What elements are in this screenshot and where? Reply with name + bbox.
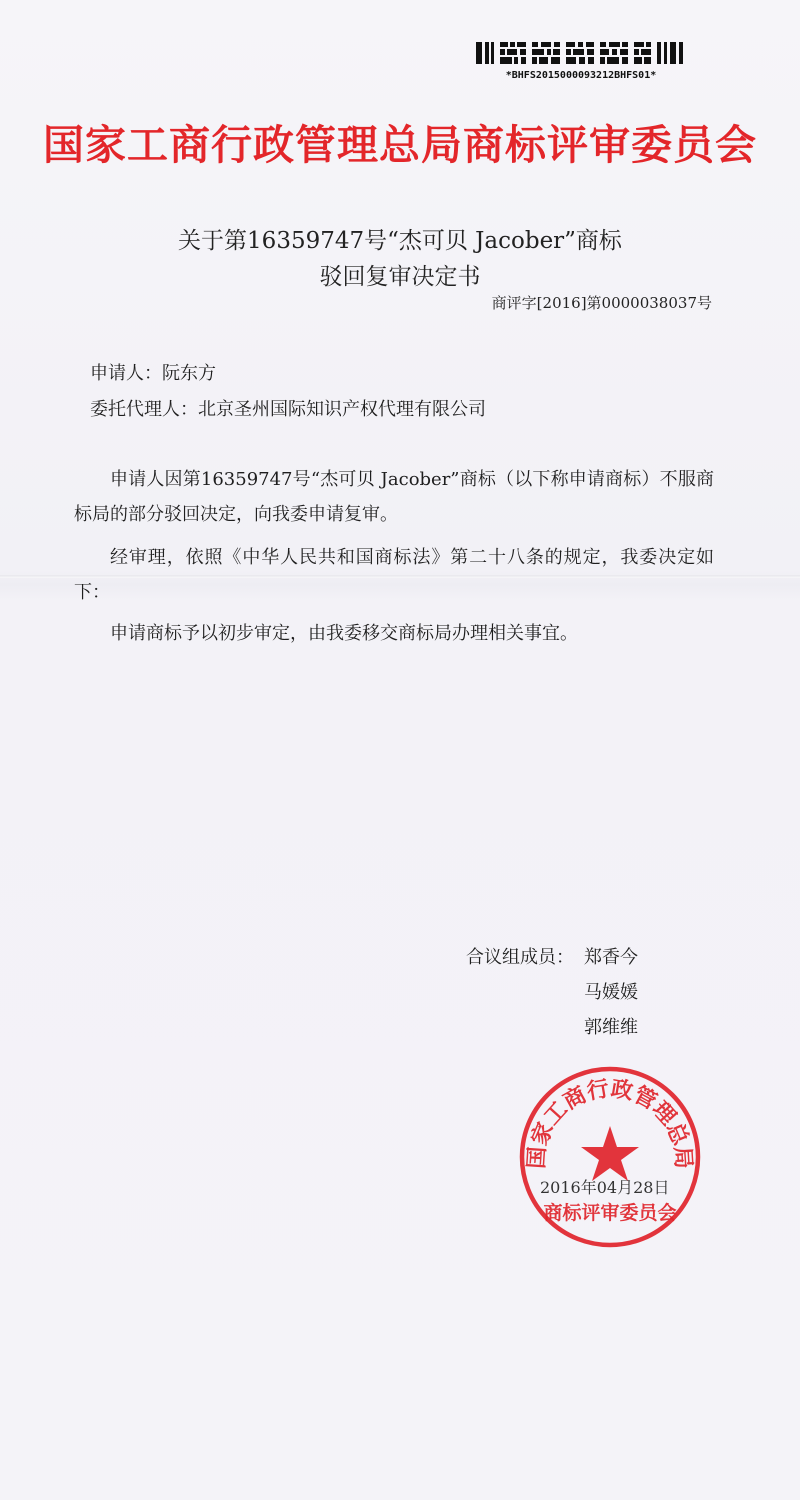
applicant-line [90, 359, 216, 385]
agent-name: 北京圣州国际知识产权代理有限公司 [198, 399, 486, 420]
agent-label: 委托代理人： [90, 399, 198, 420]
seal-star-icon [581, 1126, 639, 1181]
document-title-line-2: 驳回复审决定书 [319, 264, 481, 290]
panel-members-block [466, 940, 638, 1045]
panel-member: 马媛媛 [584, 982, 638, 1003]
seal-arc-text: 国家工商行政管理总局 [524, 1076, 696, 1170]
panel-member: 郭维维 [584, 1017, 638, 1038]
applicant-label: 申请人： [90, 363, 162, 384]
official-seal [517, 1064, 703, 1250]
organization-header: 国家工商行政管理总局商标评审委员会 [43, 121, 757, 169]
barcode-number: *BHFS2015000093212BHFS01* [505, 70, 657, 81]
body-paragraph-2: 经审理，依照《中华人民共和国商标法》第二十八条的规定，我委决定如下： [74, 547, 714, 603]
document-title-line-1: 关于第16359747号“杰可贝 Jacober”商标 [178, 228, 622, 254]
applicant-name: 阮东方 [162, 363, 216, 384]
seal-bottom-text: 商标评审委员会 [543, 1202, 677, 1224]
seal-graphic [517, 1064, 703, 1250]
panel-label: 合议组成员： [466, 947, 574, 968]
panel-member: 郑香今 [584, 947, 638, 968]
agent-line [90, 395, 486, 421]
barcode-bars [476, 40, 686, 70]
decision-date: 2016年04月28日 [540, 1178, 670, 1197]
barcode [476, 40, 686, 86]
body-paragraph-3: 申请商标予以初步审定，由我委移交商标局办理相关事宜。 [110, 623, 578, 644]
document-number: 商评字[2016]第0000038037号 [491, 294, 712, 312]
body-paragraph-1: 申请人因第16359747号“杰可贝 Jacober”商标（以下称申请商标）不服商标局的部分驳回决定，向我委申请复审。 [74, 469, 714, 525]
